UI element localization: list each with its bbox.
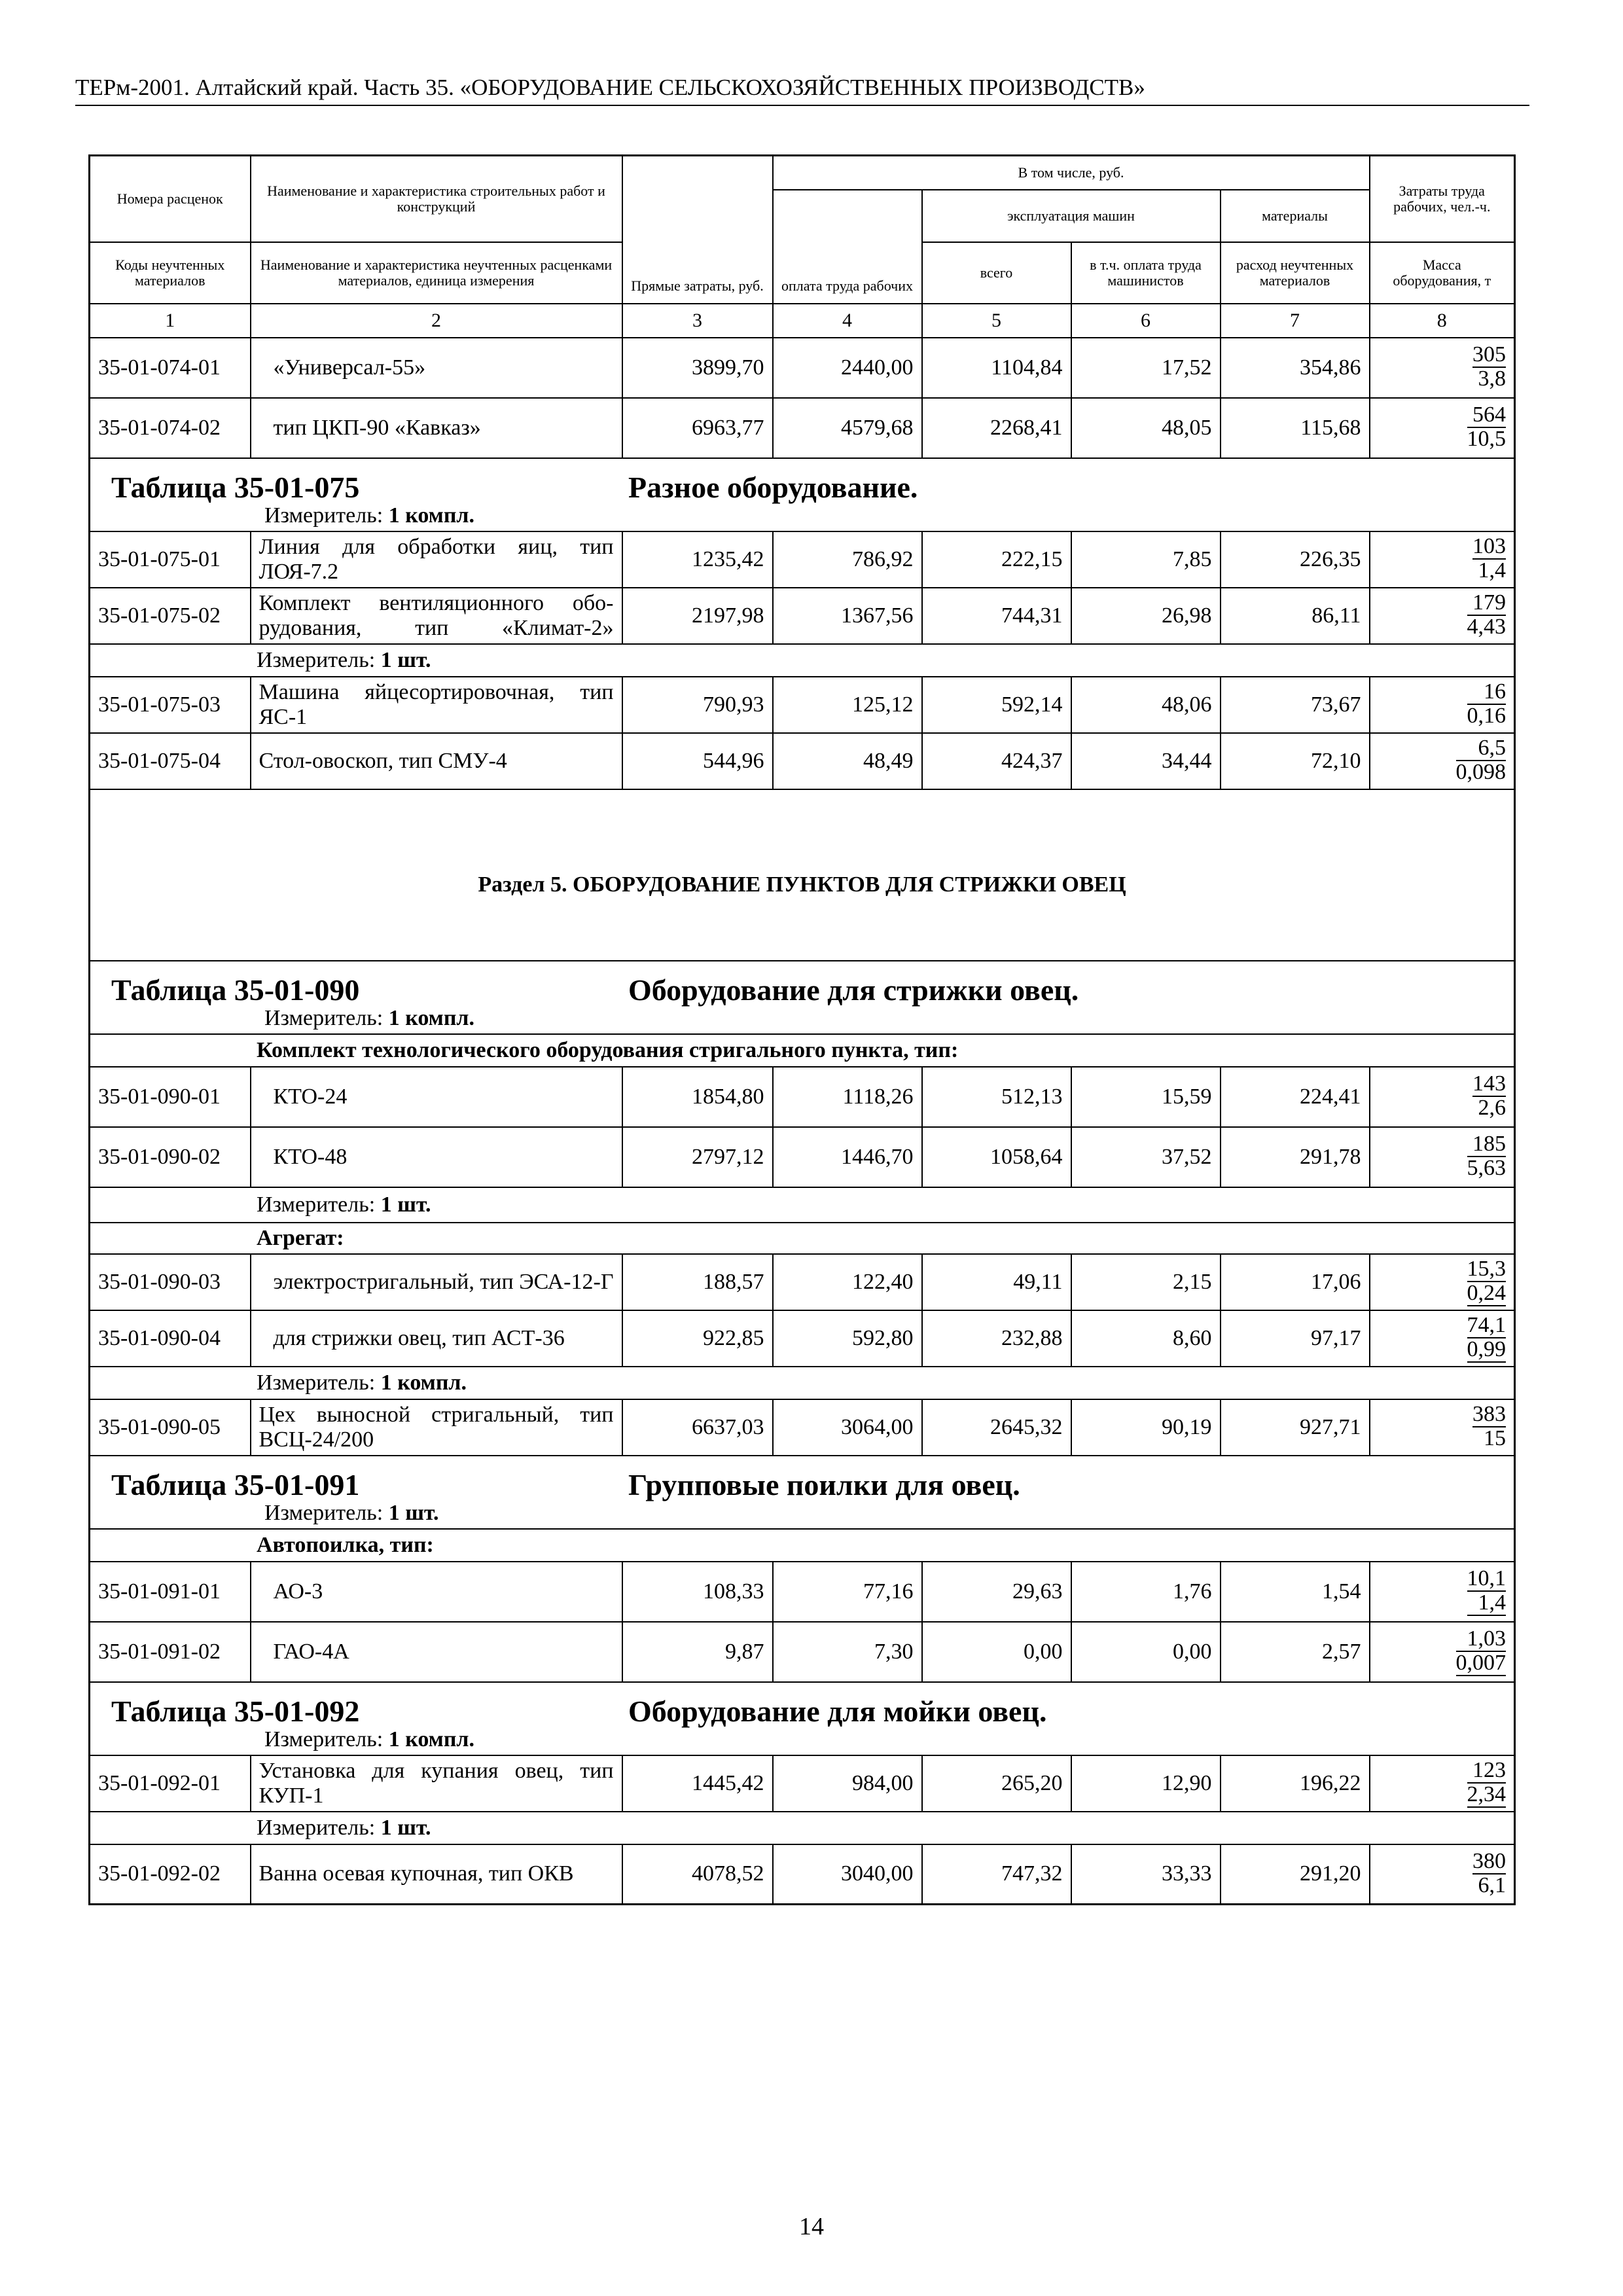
table-row bbox=[90, 1067, 1515, 1127]
materials-cost: 86,11 bbox=[1221, 588, 1370, 644]
measure-unit: Измеритель: 1 шт. bbox=[257, 1192, 431, 1217]
labor-mass-fraction bbox=[1467, 1314, 1507, 1363]
machinist-pay: 15,59 bbox=[1071, 1067, 1221, 1127]
labor-pay: 3040,00 bbox=[773, 1844, 922, 1905]
labor-pay: 984,00 bbox=[773, 1755, 922, 1812]
col-number: 7 bbox=[1221, 304, 1370, 338]
labor-pay: 48,49 bbox=[773, 733, 922, 789]
column-number-row bbox=[90, 304, 1515, 338]
rate-name: АО-3 bbox=[251, 1562, 622, 1622]
rate-name: электростригальный, тип ЭСА-12-Г bbox=[251, 1254, 622, 1310]
machine-cost: 222,15 bbox=[922, 531, 1071, 588]
materials-cost: 2,57 bbox=[1221, 1622, 1370, 1682]
labor-hours: 179 bbox=[1467, 592, 1507, 616]
rate-code: 35-01-075-01 bbox=[90, 531, 251, 588]
rate-name: Комплект вентиляционного обо-рудования, тип «Климат-2» bbox=[251, 588, 622, 644]
rate-name: Машина яйцесортировочная, тип ЯС-1 bbox=[251, 677, 622, 733]
materials-cost: 291,20 bbox=[1221, 1844, 1370, 1905]
labor-hours: 74,1 bbox=[1467, 1312, 1507, 1337]
table-row bbox=[90, 1254, 1515, 1310]
equipment-mass: 0,098 bbox=[1455, 760, 1507, 784]
labor-hours: 305 bbox=[1472, 342, 1507, 367]
equipment-mass: 1,4 bbox=[1478, 558, 1507, 583]
rate-name: КТО-24 bbox=[251, 1067, 622, 1127]
direct-cost: 2197,98 bbox=[622, 588, 773, 644]
labor-mass-fraction bbox=[1472, 1850, 1506, 1897]
table-subtitle: Оборудование для мойки овец. bbox=[628, 1694, 1047, 1728]
table-row bbox=[90, 398, 1515, 458]
equipment-mass: 0,24 bbox=[1467, 1280, 1507, 1305]
machinist-pay: 1,76 bbox=[1071, 1562, 1221, 1622]
labor-hours: 380 bbox=[1472, 1848, 1507, 1873]
table-row bbox=[90, 1562, 1515, 1622]
equipment-mass: 3,8 bbox=[1478, 367, 1507, 391]
rate-name: Ванна осевая купочная, тип ОКВ bbox=[251, 1844, 622, 1905]
materials-cost: 354,86 bbox=[1221, 338, 1370, 398]
table-row bbox=[90, 1844, 1515, 1905]
rate-code: 35-01-074-02 bbox=[90, 398, 251, 458]
table-row bbox=[90, 1399, 1515, 1456]
equipment-mass: 15 bbox=[1484, 1426, 1507, 1450]
labor-mass-fraction bbox=[1456, 737, 1507, 783]
group-heading: Комплект технологического оборудования стригального пункта, тип: bbox=[257, 1037, 959, 1062]
table-title: Таблица 35-01-075 bbox=[111, 470, 360, 504]
measure-unit: Измеритель: 1 шт. bbox=[257, 647, 431, 672]
rate-name: КТО-48 bbox=[251, 1127, 622, 1187]
machine-cost: 744,31 bbox=[922, 588, 1071, 644]
hdr-direct-costs: Прямые затраты, руб. bbox=[622, 156, 773, 304]
labor-hours: 383 bbox=[1472, 1402, 1507, 1426]
labor-pay: 4579,68 bbox=[773, 398, 922, 458]
labor-hours: 1,03 bbox=[1456, 1628, 1507, 1652]
price-table bbox=[88, 154, 1516, 1905]
machine-cost: 265,20 bbox=[922, 1755, 1071, 1812]
measure-unit: Измеритель: 1 компл. bbox=[264, 1005, 475, 1030]
direct-cost: 790,93 bbox=[622, 677, 773, 733]
table-subtitle: Оборудование для стрижки овец. bbox=[628, 973, 1079, 1007]
measure-unit: Измеритель: 1 шт. bbox=[264, 1500, 439, 1525]
materials-cost: 1,54 bbox=[1221, 1562, 1370, 1622]
rate-code: 35-01-090-01 bbox=[90, 1067, 251, 1127]
labor-hours: 6,5 bbox=[1456, 737, 1507, 761]
direct-cost: 1854,80 bbox=[622, 1067, 773, 1127]
rate-code: 35-01-074-01 bbox=[90, 338, 251, 398]
equipment-mass: 2,6 bbox=[1478, 1096, 1507, 1120]
direct-cost: 6963,77 bbox=[622, 398, 773, 458]
col-number: 8 bbox=[1370, 304, 1515, 338]
col-number: 1 bbox=[90, 304, 251, 338]
table-row bbox=[90, 1755, 1515, 1812]
table-title: Таблица 35-01-091 bbox=[111, 1467, 360, 1501]
hdr-labor-costs: Затраты труда рабочих, чел.-ч. bbox=[1370, 156, 1515, 242]
machine-cost: 747,32 bbox=[922, 1844, 1071, 1905]
table-row bbox=[90, 733, 1515, 789]
rate-name: ГАО-4А bbox=[251, 1622, 622, 1682]
equipment-mass: 1,4 bbox=[1467, 1592, 1507, 1616]
machinist-pay: 90,19 bbox=[1071, 1399, 1221, 1456]
labor-pay: 1367,56 bbox=[773, 588, 922, 644]
equipment-mass: 10,5 bbox=[1467, 427, 1507, 451]
hdr-incl-rub: В том числе, руб. bbox=[773, 156, 1370, 190]
labor-mass-fraction bbox=[1467, 404, 1507, 450]
table-row bbox=[90, 1622, 1515, 1682]
machinist-pay: 17,52 bbox=[1071, 338, 1221, 398]
direct-cost: 1445,42 bbox=[622, 1755, 773, 1812]
rate-name: тип ЦКП-90 «Кавказ» bbox=[251, 398, 622, 458]
direct-cost: 108,33 bbox=[622, 1562, 773, 1622]
rate-code: 35-01-075-04 bbox=[90, 733, 251, 789]
table-row bbox=[90, 531, 1515, 588]
labor-hours: 185 bbox=[1467, 1133, 1507, 1157]
section-title: Раздел 5. ОБОРУДОВАНИЕ ПУНКТОВ ДЛЯ СТРИЖКИ ОВЕЦ bbox=[90, 789, 1515, 961]
labor-pay: 125,12 bbox=[773, 677, 922, 733]
labor-mass-fraction bbox=[1467, 1258, 1507, 1306]
table-row bbox=[90, 1310, 1515, 1367]
rate-name: Линия для обработки яиц, тип ЛОЯ-7.2 bbox=[251, 531, 622, 588]
hdr-materials-uncounted: расход неучтенных материалов bbox=[1221, 242, 1370, 304]
machinist-pay: 33,33 bbox=[1071, 1844, 1221, 1905]
hdr-equipment-mass: Масса оборудования, т bbox=[1370, 242, 1515, 304]
direct-cost: 3899,70 bbox=[622, 338, 773, 398]
machinist-pay: 0,00 bbox=[1071, 1622, 1221, 1682]
materials-cost: 115,68 bbox=[1221, 398, 1370, 458]
machinist-pay: 12,90 bbox=[1071, 1755, 1221, 1812]
labor-hours: 10,1 bbox=[1467, 1566, 1507, 1590]
hdr-col1-top: Номера расценок bbox=[90, 156, 251, 242]
col-number: 2 bbox=[251, 304, 622, 338]
labor-pay: 7,30 bbox=[773, 1622, 922, 1682]
rate-code: 35-01-092-02 bbox=[90, 1844, 251, 1905]
direct-cost: 4078,52 bbox=[622, 1844, 773, 1905]
machine-cost: 592,14 bbox=[922, 677, 1071, 733]
direct-cost: 922,85 bbox=[622, 1310, 773, 1367]
hdr-machine-op: эксплуатация машин bbox=[922, 190, 1221, 242]
labor-pay: 122,40 bbox=[773, 1254, 922, 1310]
materials-cost: 226,35 bbox=[1221, 531, 1370, 588]
group-heading: Агрегат: bbox=[257, 1225, 344, 1250]
rate-name: Цех выносной стригальный, тип ВСЦ-24/200 bbox=[251, 1399, 622, 1456]
machinist-pay: 8,60 bbox=[1071, 1310, 1221, 1367]
equipment-mass: 6,1 bbox=[1478, 1873, 1507, 1897]
rate-code: 35-01-090-03 bbox=[90, 1254, 251, 1310]
labor-pay: 2440,00 bbox=[773, 338, 922, 398]
labor-mass-fraction bbox=[1472, 1403, 1506, 1450]
machine-cost: 1058,64 bbox=[922, 1127, 1071, 1187]
hdr-labor-pay: оплата труда рабочих bbox=[773, 190, 922, 304]
equipment-mass: 5,63 bbox=[1467, 1156, 1507, 1180]
col-number: 6 bbox=[1071, 304, 1221, 338]
direct-cost: 1235,42 bbox=[622, 531, 773, 588]
col-number: 3 bbox=[622, 304, 773, 338]
labor-hours: 15,3 bbox=[1467, 1256, 1507, 1281]
materials-cost: 17,06 bbox=[1221, 1254, 1370, 1310]
machine-cost: 49,11 bbox=[922, 1254, 1071, 1310]
labor-hours: 16 bbox=[1467, 681, 1507, 705]
rate-name: Стол-овоскоп, тип СМУ-4 bbox=[251, 733, 622, 789]
rate-code: 35-01-092-01 bbox=[90, 1755, 251, 1812]
rate-code: 35-01-075-02 bbox=[90, 588, 251, 644]
machine-cost: 2268,41 bbox=[922, 398, 1071, 458]
machine-cost: 2645,32 bbox=[922, 1399, 1071, 1456]
labor-pay: 77,16 bbox=[773, 1562, 922, 1622]
table-subtitle: Групповые поилки для овец. bbox=[628, 1467, 1020, 1501]
labor-hours: 143 bbox=[1472, 1071, 1507, 1096]
machine-cost: 0,00 bbox=[922, 1622, 1071, 1682]
machinist-pay: 37,52 bbox=[1071, 1127, 1221, 1187]
rate-name: Установка для купания овец, тип КУП-1 bbox=[251, 1755, 622, 1812]
rate-code: 35-01-090-05 bbox=[90, 1399, 251, 1456]
table-subtitle: Разное оборудование. bbox=[628, 470, 918, 504]
rate-code: 35-01-091-02 bbox=[90, 1622, 251, 1682]
page-number: 14 bbox=[799, 2213, 824, 2240]
labor-hours: 564 bbox=[1467, 404, 1507, 428]
measure-unit: Измеритель: 1 компл. bbox=[264, 503, 475, 528]
table-row bbox=[90, 1127, 1515, 1187]
equipment-mass: 0,99 bbox=[1467, 1336, 1507, 1361]
running-header: ТЕРм-2001. Алтайский край. Часть 35. «ОБОРУДОВАНИЕ СЕЛЬСКОХОЗЯЙСТВЕННЫХ ПРОИЗВОДСТВ» bbox=[75, 75, 1145, 100]
labor-mass-fraction bbox=[1472, 535, 1506, 582]
direct-cost: 544,96 bbox=[622, 733, 773, 789]
measure-unit: Измеритель: 1 компл. bbox=[264, 1727, 475, 1751]
table-title: Таблица 35-01-092 bbox=[111, 1694, 360, 1728]
materials-cost: 72,10 bbox=[1221, 733, 1370, 789]
rate-code: 35-01-091-01 bbox=[90, 1562, 251, 1622]
table-row bbox=[90, 338, 1515, 398]
direct-cost: 2797,12 bbox=[622, 1127, 773, 1187]
materials-cost: 224,41 bbox=[1221, 1067, 1370, 1127]
measure-unit: Измеритель: 1 шт. bbox=[257, 1815, 431, 1840]
labor-hours: 123 bbox=[1467, 1759, 1507, 1784]
machinist-pay: 48,06 bbox=[1071, 677, 1221, 733]
labor-mass-fraction bbox=[1456, 1628, 1507, 1676]
labor-mass-fraction bbox=[1467, 681, 1507, 727]
rate-name: для стрижки овец, тип АСТ-36 bbox=[251, 1310, 622, 1367]
hdr-machine-incl: в т.ч. оплата труда машинистов bbox=[1071, 242, 1221, 304]
rate-name: «Универсал-55» bbox=[251, 338, 622, 398]
rate-code: 35-01-090-04 bbox=[90, 1310, 251, 1367]
col-number: 4 bbox=[773, 304, 922, 338]
direct-cost: 188,57 bbox=[622, 1254, 773, 1310]
materials-cost: 927,71 bbox=[1221, 1399, 1370, 1456]
rate-code: 35-01-090-02 bbox=[90, 1127, 251, 1187]
equipment-mass: 2,34 bbox=[1467, 1782, 1507, 1806]
materials-cost: 196,22 bbox=[1221, 1755, 1370, 1812]
hdr-col2-bottom: Наименование и характеристика неучтенных расценками материалов, единица измерения bbox=[251, 242, 622, 304]
labor-pay: 786,92 bbox=[773, 531, 922, 588]
table-row bbox=[90, 588, 1515, 644]
machinist-pay: 2,15 bbox=[1071, 1254, 1221, 1310]
machinist-pay: 7,85 bbox=[1071, 531, 1221, 588]
machinist-pay: 48,05 bbox=[1071, 398, 1221, 458]
labor-mass-fraction bbox=[1467, 1133, 1507, 1179]
machine-cost: 232,88 bbox=[922, 1310, 1071, 1367]
labor-pay: 1118,26 bbox=[773, 1067, 922, 1127]
rate-code: 35-01-075-03 bbox=[90, 677, 251, 733]
header-rule bbox=[75, 105, 1529, 106]
labor-pay: 1446,70 bbox=[773, 1127, 922, 1187]
table-title: Таблица 35-01-090 bbox=[111, 973, 360, 1007]
machine-cost: 512,13 bbox=[922, 1067, 1071, 1127]
hdr-materials: материалы bbox=[1221, 190, 1370, 242]
labor-mass-fraction bbox=[1472, 1073, 1506, 1119]
machine-cost: 1104,84 bbox=[922, 338, 1071, 398]
hdr-col2-top: Наименование и характеристика строительных работ и конструкций bbox=[251, 156, 622, 242]
machinist-pay: 26,98 bbox=[1071, 588, 1221, 644]
hdr-col1-bottom: Коды неучтенных материалов bbox=[90, 242, 251, 304]
col-number: 5 bbox=[922, 304, 1071, 338]
labor-hours: 103 bbox=[1472, 534, 1507, 558]
machine-cost: 29,63 bbox=[922, 1562, 1071, 1622]
equipment-mass: 4,43 bbox=[1467, 615, 1507, 639]
labor-pay: 3064,00 bbox=[773, 1399, 922, 1456]
table-row bbox=[90, 677, 1515, 733]
materials-cost: 73,67 bbox=[1221, 677, 1370, 733]
labor-mass-fraction bbox=[1472, 344, 1506, 390]
measure-unit: Измеритель: 1 компл. bbox=[257, 1370, 467, 1395]
materials-cost: 97,17 bbox=[1221, 1310, 1370, 1367]
machine-cost: 424,37 bbox=[922, 733, 1071, 789]
labor-pay: 592,80 bbox=[773, 1310, 922, 1367]
direct-cost: 9,87 bbox=[622, 1622, 773, 1682]
labor-mass-fraction bbox=[1467, 592, 1507, 638]
group-heading: Автопоилка, тип: bbox=[257, 1532, 434, 1557]
materials-cost: 291,78 bbox=[1221, 1127, 1370, 1187]
labor-mass-fraction bbox=[1467, 1568, 1507, 1616]
hdr-machine-total: всего bbox=[922, 242, 1071, 304]
direct-cost: 6637,03 bbox=[622, 1399, 773, 1456]
equipment-mass: 0,16 bbox=[1467, 704, 1507, 728]
labor-mass-fraction bbox=[1467, 1759, 1507, 1808]
machinist-pay: 34,44 bbox=[1071, 733, 1221, 789]
equipment-mass: 0,007 bbox=[1455, 1650, 1507, 1675]
